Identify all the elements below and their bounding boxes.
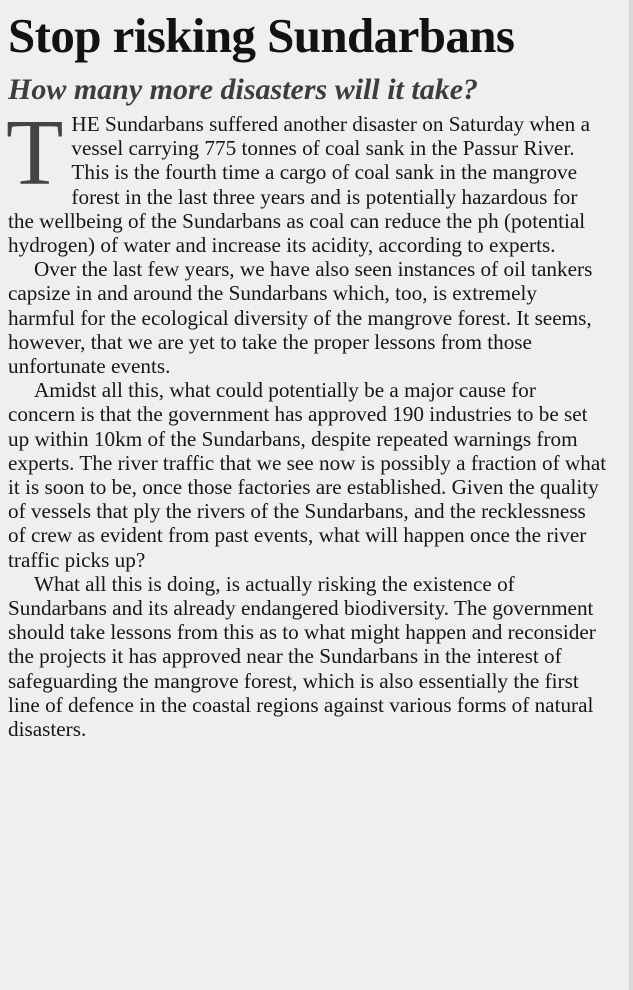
editorial-article [8,6,608,741]
headline: Stop risking Sundarbans [8,8,515,63]
paragraph-2: Over the last few years, we have also seen instances of oil tankers capsize in and around the Sundarbans which, too, is extremely harmful for the ecological diversity of the mangrove forest. It seems, however, that we are yet to take the proper lessons from those unfortunate events. [8,257,593,379]
subheadline: How many more disasters will it take? [8,73,479,106]
article-body [6,101,608,742]
drop-cap: T [6,101,64,205]
paragraph-4: What all this is doing, is actually risking the existence of Sundarbans and its already endangered biodiversity. The government should take lessons from this as to what might happen and reconsider the projects it has approved near the Sundarbans in the interest of safeguarding the mangrove forest, which is also essentially the first line of defence in the coastal regions against various forms of natural disasters. [8,571,596,742]
page-edge [629,0,633,990]
paragraph-3: Amidst all this, what could potentially be a major cause for concern is that the government has approved 190 industries to be set up within 10km of the Sundarbans, despite repeated warnings from experts. The river traffic that we see now is possibly a fraction of what it is soon to be, once those factories are established. Given the quality of vessels that ply the rivers of the Sundarbans, and the recklessness of crew as evident from past events, what will happen once the river traffic picks up? [8,378,607,572]
paragraph-1-text: HE Sundarbans suffered another disaster on Saturday when a vessel carrying 775 tonnes of coal sank in the Passur River. This is the fourth time a cargo of coal sank in the mangrove forest in the last three years and is potentially hazardous for the wellbeing of the Sundarbans as coal can reduce the ph (potential hydrogen) of water and increase its acidity, according to experts. [8,112,590,258]
paragraph-1 [6,101,608,258]
